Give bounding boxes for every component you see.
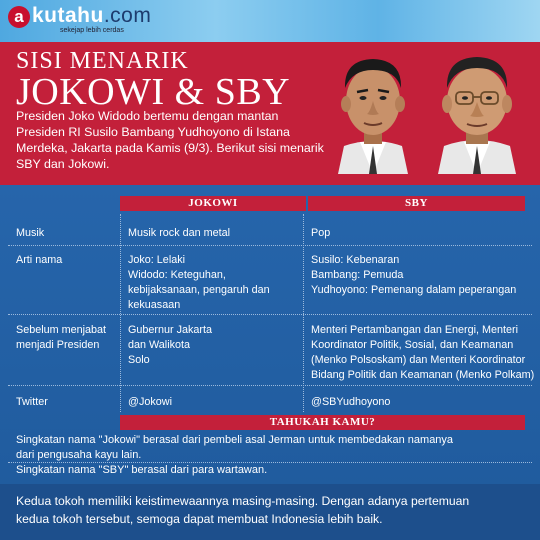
tahukah-line: Singkatan nama "SBY" berasal dari para wartawan. xyxy=(16,464,268,476)
row-label-twitter: Twitter xyxy=(16,396,48,408)
header-subtitle: SISI MENARIK xyxy=(16,48,189,74)
header-title: JOKOWI & SBY xyxy=(16,71,291,113)
logo-tagline: sekejap lebih cerdas xyxy=(60,27,124,34)
row-label-musik: Musik xyxy=(16,227,45,239)
sby-arti-nama: Susilo: Kebenaran Bambang: Pemuda Yudhoyono: Pemenang dalam peperangan xyxy=(311,254,517,296)
row-divider xyxy=(8,385,532,386)
logo-wordmark: kutahu.com xyxy=(32,4,152,27)
jokowi-arti-nama: Joko: Lelaki Widodo: Keteguhan, kebijaksanaan, pengaruh dan kekuasaan xyxy=(128,254,270,311)
jokowi-sebelum-menjabat: Gubernur Jakarta dan Walikota Solo xyxy=(128,324,213,366)
column-header-jokowi: JOKOWI xyxy=(120,196,306,211)
tahukah-line: Singkatan nama "Jokowi" berasal dari pembeli asal Jerman untuk membedakan namanya xyxy=(16,434,454,446)
sby-twitter-handle[interactable]: @SBYudhoyono xyxy=(311,396,391,408)
sby-portrait-illustration xyxy=(434,46,520,174)
row-divider xyxy=(8,314,532,315)
column-header-sby: SBY xyxy=(308,196,525,211)
row-label-arti-nama: Arti nama xyxy=(16,254,63,266)
footer-text: Kedua tokoh memiliki keistimewaannya masing-masing. Dengan adanya pertemuan kedua tokoh tersebut, semoga dapat membuat Indonesia lebih baik. xyxy=(16,494,470,526)
sby-sebelum-menjabat: Menteri Pertambangan dan Energi, Menteri Koordinator Politik, Sosial, dan Keamanan (Menko Polsoskam) dan Menteri Koordinator Bidang Politik dan Keamanan (Menko Polkam) xyxy=(311,324,535,381)
row-divider xyxy=(8,245,532,246)
column-divider xyxy=(303,214,304,412)
column-divider xyxy=(120,214,121,412)
jokowi-twitter-handle[interactable]: @Jokowi xyxy=(128,396,172,408)
sby-musik: Pop xyxy=(311,227,331,239)
logo-mark: a xyxy=(8,6,30,28)
jokowi-musik: Musik rock dan metal xyxy=(128,227,231,239)
tahukah-line: dari pengusaha kayu lain. xyxy=(16,449,142,461)
header-description: Presiden Joko Widodo bertemu dengan mantan Presiden RI Susilo Bambang Yudhoyono di Istana Merdeka, Jakarta pada Kamis (9/3). Berikut sisi menarik SBY dan Jokowi. xyxy=(16,109,324,171)
jokowi-portrait-illustration xyxy=(330,46,416,174)
row-label-sebelum-menjabat: Sebelum menjabat menjadi Presiden xyxy=(16,324,107,351)
site-logo[interactable] xyxy=(8,4,158,38)
tahukah-heading: TAHUKAH KAMU? xyxy=(120,415,525,430)
